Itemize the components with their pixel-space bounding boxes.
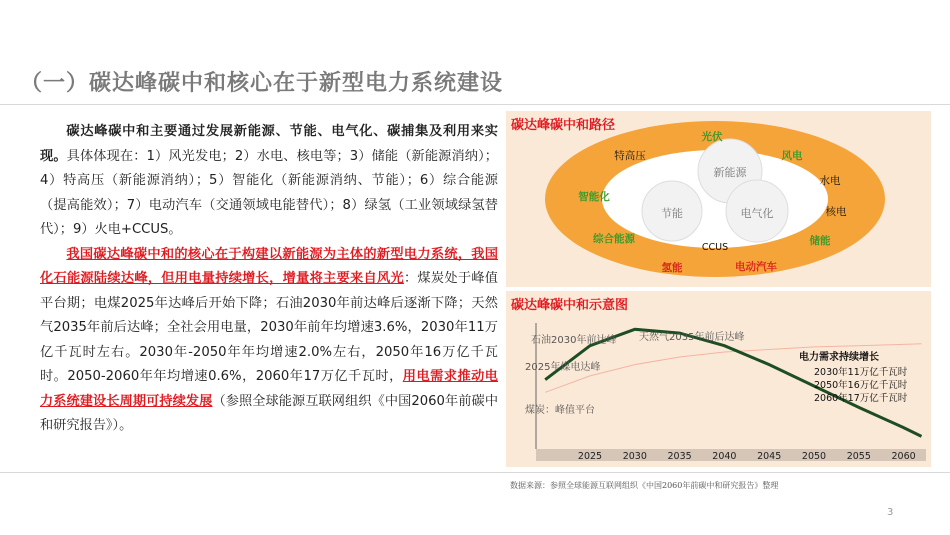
legend-item-2060: 2060年17万亿千瓦时 [814, 393, 908, 404]
paragraph-2-body: ：煤炭处于峰值平台期；电煤2025年达峰后开始下降；石油2030年前达峰后逐渐下降；天然气2035年前后达峰；全社会用电量，2030年前年均增速3.6%，2030年11万亿千瓦时左右。2030年-2050年年均增速2.0%左右，2050年16万亿千瓦时。2050-2060年年均增速0.6%，2060年17万亿千瓦时， [40, 271, 498, 384]
x-tick-label-2035: 2035 [667, 451, 692, 462]
ring-label-uhv: 特高压 [614, 150, 646, 162]
center-label-saving: 节能 [661, 207, 683, 220]
paragraph-2-highlight: 我国碳达峰碳中和的核心在于构建以新能源为主体的新型电力系统，我国化石能源陆续达峰，但用电量持续增长，增量将主要来自风光 [40, 246, 498, 286]
chart-title: 碳达峰碳中和示意图 [511, 298, 629, 313]
annotation-coal-power: 2025年煤电达峰 [525, 362, 601, 373]
path-diagram [506, 111, 931, 287]
bottom-divider [0, 472, 950, 473]
page-number: 3 [887, 507, 894, 518]
ring-label-smart: 智能化 [578, 191, 610, 203]
ring-label-hydro: 水电 [819, 175, 841, 187]
paragraph-2 [40, 243, 498, 439]
page-title: （一）碳达峰碳中和核心在于新型电力系统建设 [20, 71, 504, 96]
center-label-electrification: 电气化 [740, 207, 774, 220]
x-tick-label-2040: 2040 [712, 451, 737, 462]
paragraph-1-body: 具体体现在：1）风光发电；2）水电、核电等；3）储能（新能源消纳）；4）特高压（新能源消纳）；5）智能化（新能源消纳、节能）；6）综合能源（提高能效）；7）电动汽车（交通领域电能替代）；8）绿氢（工业领域绿氢替代）；9）火电+CCUS。 [40, 148, 498, 237]
annotation-coal: 煤炭：峰值平台 [525, 405, 595, 416]
body-text [40, 120, 498, 439]
x-tick-label-2050: 2050 [801, 451, 827, 462]
ring-label-ccus: CCUS [701, 242, 729, 253]
top-divider [0, 104, 950, 105]
ring-label-integrated: 综合能源 [593, 233, 635, 245]
ring-label-storage: 储能 [809, 235, 831, 247]
x-tick-label-2060: 2060 [891, 451, 916, 462]
path-diagram-panel [506, 111, 931, 287]
ring-label-pv: 光伏 [701, 131, 723, 143]
ring-label-ev: 电动汽车 [735, 261, 777, 273]
legend-item-2050: 2050年16万亿千瓦时 [814, 380, 908, 391]
paragraph-2-end: （参照全球能源互联网组织《中国2060年前碳中和研究报告》）。 [40, 393, 499, 433]
path-diagram-title: 碳达峰碳中和路径 [511, 118, 616, 133]
ring-label-wind: 风电 [781, 150, 803, 162]
source-note: 数据来源：参照全球能源互联网组织《中国2060年前碳中和研究报告》整理 [510, 481, 779, 490]
paragraph-1-lead: 碳达峰碳中和主要通过发展新能源、节能、电气化、碳捕集及利用来实现。 [40, 124, 498, 164]
legend-title: 电力需求持续增长 [799, 352, 879, 363]
x-tick-label-2045: 2045 [757, 451, 782, 462]
x-tick-label-2030: 2030 [622, 451, 647, 462]
chart-panel [506, 291, 931, 467]
x-tick-label-2025: 2025 [577, 451, 603, 462]
legend-item-2030: 2030年11万亿千瓦时 [814, 367, 908, 378]
paragraph-1 [40, 120, 498, 243]
ring-label-hydrogen: 氢能 [661, 262, 683, 274]
paragraph-2-highlight-2: 用电需求推动电力系统建设长周期可持续发展 [40, 369, 498, 409]
carbon-chart [506, 291, 931, 467]
center-label-new-energy: 新能源 [713, 166, 747, 179]
ring-label-nuclear: 核电 [825, 206, 847, 218]
annotation-gas: 天然气2035年前后达峰 [639, 332, 745, 343]
annotation-oil: 石油2030年前达峰 [531, 335, 617, 346]
x-tick-label-2055: 2055 [846, 451, 871, 462]
